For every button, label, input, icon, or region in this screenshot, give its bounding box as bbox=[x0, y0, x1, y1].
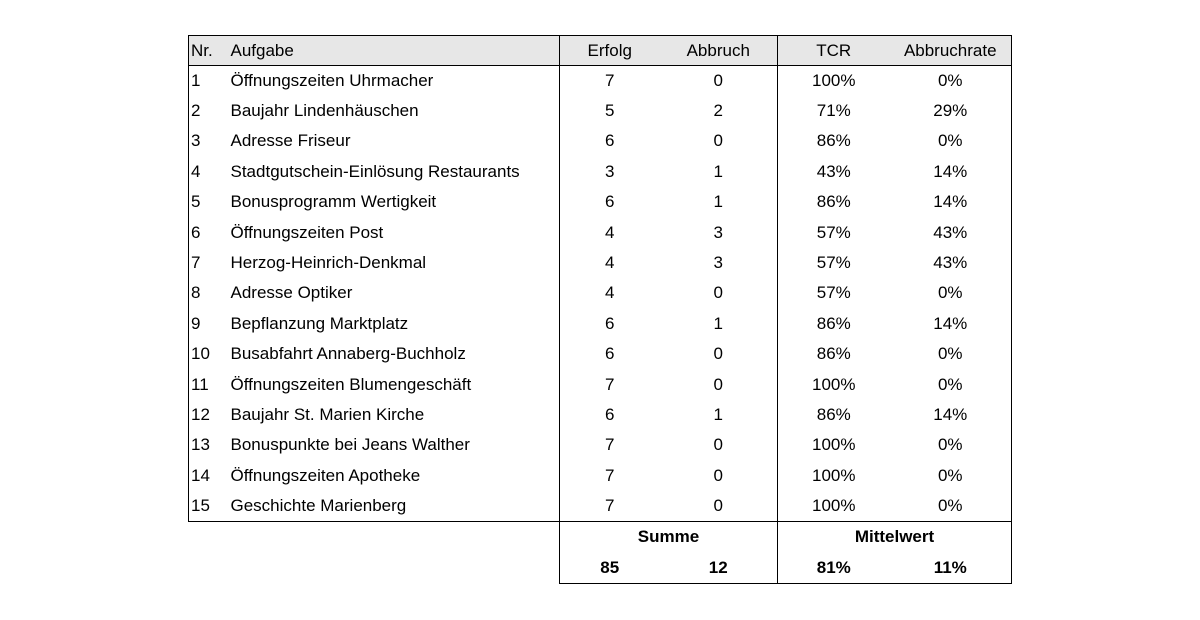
cell-abbruchrate: 14% bbox=[890, 400, 1012, 430]
cell-abbruch: 0 bbox=[660, 491, 778, 521]
cell-abbruch: 1 bbox=[713, 404, 723, 424]
cell-task: Öffnungszeiten Apotheke bbox=[230, 465, 421, 485]
table-row bbox=[189, 491, 1012, 521]
cell-abbruch: 0 bbox=[713, 435, 723, 455]
abbruch-total: 12 bbox=[660, 552, 778, 583]
cell-abbruchrate: 0% bbox=[890, 430, 1012, 460]
cell-erfolg: 7 bbox=[560, 66, 660, 96]
results-table bbox=[188, 35, 1012, 584]
results-table-container bbox=[188, 35, 1011, 584]
table-row bbox=[189, 96, 1012, 126]
table-row bbox=[189, 278, 1012, 308]
cell-erfolg: 4 bbox=[560, 248, 660, 278]
cell-tcr: 100% bbox=[778, 66, 890, 96]
cell-abbruch: 0 bbox=[713, 131, 723, 151]
header-nr: Nr. bbox=[189, 36, 226, 66]
table-row bbox=[189, 400, 1012, 430]
cell-abbruchrate: 29% bbox=[890, 96, 1012, 126]
table-row bbox=[189, 157, 1012, 187]
cell-tcr: 100% bbox=[778, 430, 890, 460]
summary-blank-cell bbox=[189, 521, 226, 552]
cell-abbruchrate: 0% bbox=[890, 66, 1012, 96]
cell-erfolg: 6 bbox=[560, 400, 660, 430]
cell-abbruchrate: 0% bbox=[890, 339, 1012, 369]
cell-abbruchrate: 14% bbox=[890, 157, 1012, 187]
sum-label: Summe bbox=[560, 521, 778, 552]
cell-erfolg: 7 bbox=[560, 369, 660, 399]
cell-tcr: 57% bbox=[778, 217, 890, 247]
summary-blank-cell bbox=[189, 552, 226, 583]
cell-task: Stadtgutschein-Einlösung Restaurants bbox=[230, 161, 520, 181]
cell-erfolg: 7 bbox=[560, 491, 660, 521]
cell-nr: 9 bbox=[189, 309, 226, 339]
cell-tcr: 86% bbox=[778, 309, 890, 339]
header-rate: Abbruchrate bbox=[890, 36, 1012, 66]
mean-label: Mittelwert bbox=[778, 521, 1012, 552]
cell-nr: 13 bbox=[189, 430, 226, 460]
cell-abbruch: 1 bbox=[713, 161, 723, 181]
table-header-row bbox=[189, 36, 1012, 66]
cell-nr: 3 bbox=[189, 126, 226, 156]
cell-task: Baujahr Lindenhäuschen bbox=[230, 101, 419, 121]
cell-abbruch: 3 bbox=[713, 222, 723, 242]
cell-task: Bonuspunkte bei Jeans Walther bbox=[230, 435, 470, 455]
cell-abbruchrate: 0% bbox=[890, 369, 1012, 399]
cell-tcr: 100% bbox=[778, 461, 890, 491]
cell-tcr: 86% bbox=[778, 339, 890, 369]
rate-mean: 11% bbox=[890, 552, 1012, 583]
cell-abbruch: 0 bbox=[713, 344, 723, 364]
table-row bbox=[189, 309, 1012, 339]
table-row bbox=[189, 369, 1012, 399]
cell-task: Öffnungszeiten Post bbox=[230, 222, 384, 242]
table-row bbox=[189, 339, 1012, 369]
cell-erfolg: 4 bbox=[560, 217, 660, 247]
cell-task: Baujahr St. Marien Kirche bbox=[230, 404, 425, 424]
cell-task: Öffnungszeiten Blumengeschäft bbox=[230, 374, 472, 394]
cell-tcr: 86% bbox=[778, 400, 890, 430]
cell-nr: 15 bbox=[189, 491, 226, 521]
cell-tcr: 43% bbox=[778, 157, 890, 187]
table-body bbox=[189, 66, 1012, 522]
cell-erfolg: 7 bbox=[560, 461, 660, 491]
cell-abbruchrate: 43% bbox=[890, 248, 1012, 278]
erfolg-total: 85 bbox=[560, 552, 660, 583]
header-task: Aufgabe bbox=[226, 36, 560, 66]
table-row bbox=[189, 126, 1012, 156]
cell-nr: 5 bbox=[189, 187, 226, 217]
cell-tcr: 71% bbox=[778, 96, 890, 126]
cell-nr: 12 bbox=[189, 400, 226, 430]
table-row bbox=[189, 248, 1012, 278]
summary-value-row bbox=[189, 552, 1012, 583]
cell-nr: 4 bbox=[189, 157, 226, 187]
summary-blank-cell bbox=[226, 521, 560, 552]
cell-task: Herzog-Heinrich-Denkmal bbox=[230, 253, 427, 273]
cell-task: Adresse Friseur bbox=[230, 131, 351, 151]
cell-erfolg: 6 bbox=[560, 126, 660, 156]
cell-abbruchrate: 0% bbox=[890, 491, 1012, 521]
cell-abbruchrate: 0% bbox=[890, 461, 1012, 491]
cell-erfolg: 6 bbox=[560, 187, 660, 217]
cell-abbruchrate: 14% bbox=[890, 187, 1012, 217]
cell-task: Bonusprogramm Wertigkeit bbox=[230, 192, 437, 212]
cell-task: Busabfahrt Annaberg-Buchholz bbox=[230, 344, 466, 364]
cell-erfolg: 5 bbox=[560, 96, 660, 126]
table-row bbox=[189, 66, 1012, 96]
tcr-mean: 81% bbox=[778, 552, 890, 583]
cell-nr: 1 bbox=[189, 66, 226, 96]
summary-blank-cell bbox=[226, 552, 560, 583]
cell-erfolg: 6 bbox=[560, 309, 660, 339]
cell-abbruch: 1 bbox=[713, 313, 723, 333]
cell-task: Bepflanzung Marktplatz bbox=[230, 313, 409, 333]
cell-tcr: 100% bbox=[778, 369, 890, 399]
cell-erfolg: 4 bbox=[560, 278, 660, 308]
cell-erfolg: 6 bbox=[560, 339, 660, 369]
header-tcr: TCR bbox=[778, 36, 890, 66]
summary-label-row bbox=[189, 521, 1012, 552]
cell-abbruchrate: 0% bbox=[890, 278, 1012, 308]
table-row bbox=[189, 187, 1012, 217]
table-row bbox=[189, 217, 1012, 247]
cell-task: Öffnungszeiten Uhrmacher bbox=[230, 70, 434, 90]
cell-abbruch: 0 bbox=[713, 70, 723, 90]
cell-nr: 8 bbox=[189, 278, 226, 308]
header-erfolg: Erfolg bbox=[560, 36, 660, 66]
cell-tcr: 57% bbox=[778, 248, 890, 278]
cell-tcr: 100% bbox=[778, 491, 890, 521]
cell-erfolg: 7 bbox=[560, 430, 660, 460]
cell-abbruch: 1 bbox=[713, 192, 723, 212]
cell-nr: 6 bbox=[189, 217, 226, 247]
cell-tcr: 86% bbox=[778, 187, 890, 217]
cell-abbruchrate: 0% bbox=[890, 126, 1012, 156]
cell-abbruch: 0 bbox=[713, 465, 723, 485]
cell-tcr: 57% bbox=[778, 278, 890, 308]
cell-task: Geschichte Marienberg bbox=[226, 491, 560, 521]
cell-erfolg: 3 bbox=[560, 157, 660, 187]
cell-task: Adresse Optiker bbox=[230, 283, 353, 303]
cell-nr: 11 bbox=[189, 369, 226, 399]
table-row bbox=[189, 430, 1012, 460]
cell-abbruch: 3 bbox=[713, 253, 723, 273]
cell-nr: 2 bbox=[189, 96, 226, 126]
table-row bbox=[189, 461, 1012, 491]
cell-nr: 7 bbox=[189, 248, 226, 278]
cell-abbruch: 0 bbox=[713, 374, 723, 394]
cell-abbruch: 0 bbox=[713, 283, 723, 303]
cell-tcr: 86% bbox=[778, 126, 890, 156]
cell-nr: 14 bbox=[189, 461, 226, 491]
cell-nr: 10 bbox=[189, 339, 226, 369]
cell-abbruch: 2 bbox=[713, 101, 723, 121]
cell-abbruchrate: 14% bbox=[890, 309, 1012, 339]
cell-abbruchrate: 43% bbox=[890, 217, 1012, 247]
header-abbruch: Abbruch bbox=[660, 36, 778, 66]
